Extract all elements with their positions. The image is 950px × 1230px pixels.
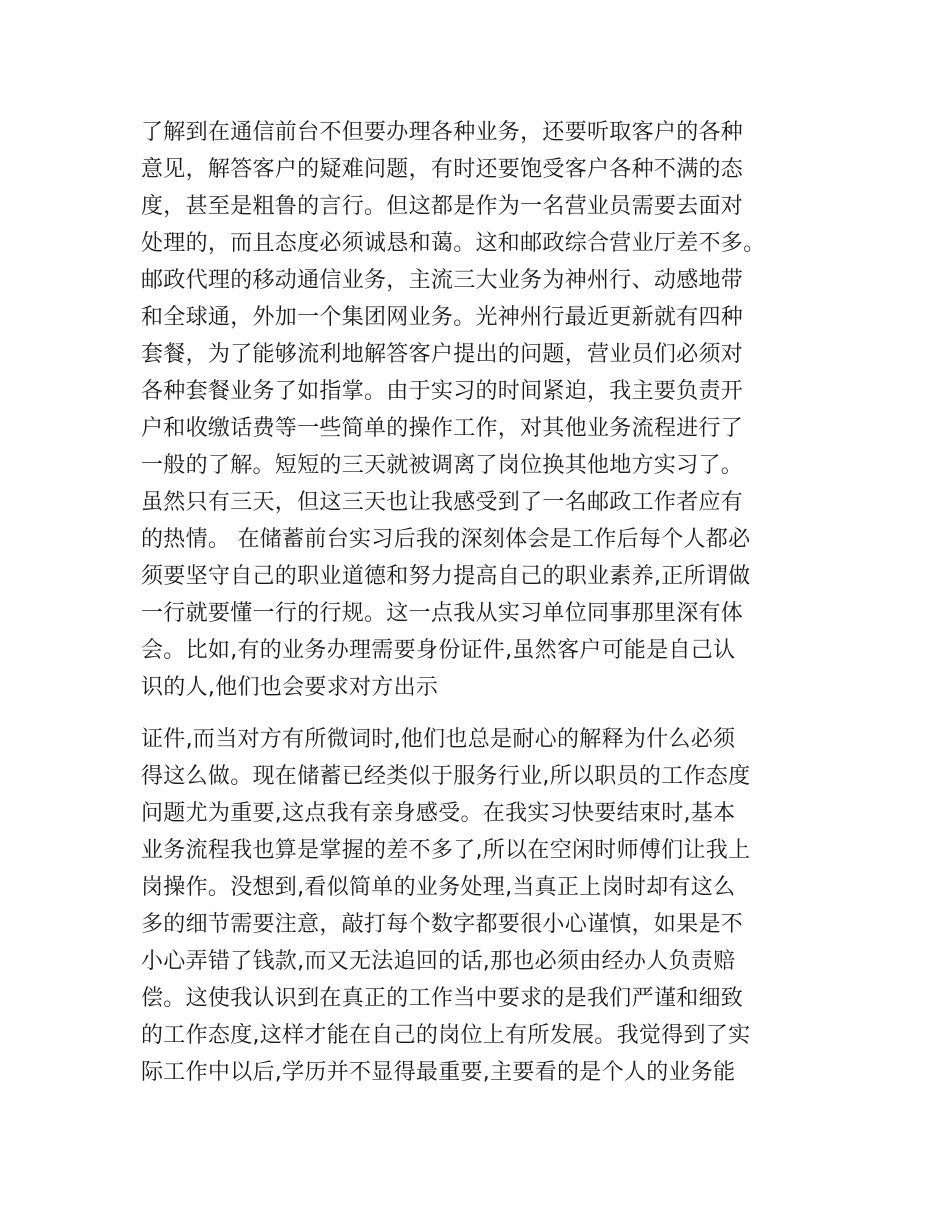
text-line: 识的人,他们也会要求对方出示: [141, 675, 439, 700]
text-line: 和全球通，外加一个集团网业务。光神州行最近更新就有四种: [141, 305, 744, 330]
text-line: 的工作态度,这样才能在自己的岗位上有所发展。我觉得到了实: [141, 1023, 751, 1048]
text-line: 套餐，为了能够流利地解答客户提出的问题，营业员们必须对: [141, 342, 744, 367]
text-line: 问题尤为重要,这点我有亲身感受。在我实习快要结束时,基本: [141, 801, 736, 826]
text-line: 业务流程我也算是掌握的差不多了,所以在空闲时师傅们让我上: [141, 838, 751, 863]
text-line: 一般的了解。短短的三天就被调离了岗位换其他地方实习了。: [141, 453, 744, 478]
text-line: 意见，解答客户的疑难问题，有时还要饱受客户各种不满的态: [141, 157, 744, 182]
text-line: 得这么做。现在储蓄已经类似于服务行业,所以职员的工作态度: [141, 764, 751, 789]
text-line: 邮政代理的移动通信业务，主流三大业务为神州行、动感地带: [141, 268, 744, 293]
text-line: 户和收缴话费等一些简单的操作工作，对其他业务流程进行了: [141, 416, 744, 441]
text-line: 一行就要懂一行的行规。这一点我从实习单位同事那里深有体: [141, 601, 744, 626]
text-line: 虽然只有三天，但这三天也让我感受到了一名邮政工作者应有: [141, 490, 744, 515]
text-line: 了解到在通信前台不但要办理各种业务，还要听取客户的各种: [141, 120, 744, 145]
text-line: 岗操作。没想到,看似简单的业务处理,当真正上岗时却有这么: [141, 875, 736, 900]
text-line: 会。比如,有的业务办理需要身份证件,虽然客户可能是自己认: [141, 638, 736, 663]
text-line: 处理的，而且态度必须诚恳和蔼。这和邮政综合营业厅差不多。: [141, 231, 766, 256]
text-line: 际工作中以后,学历并不显得最重要,主要看的是个人的业务能: [141, 1060, 736, 1085]
text-line: 证件,而当对方有所微词时,他们也总是耐心的解释为什么必须: [141, 727, 736, 752]
text-line: 各种套餐业务了如指掌。由于实习的时间紧迫，我主要负责开: [141, 379, 744, 404]
paragraph-2: [141, 721, 821, 1091]
paragraph-1: [141, 114, 821, 706]
text-line: 度，甚至是粗鲁的言行。但这都是作为一名营业员需要去面对: [141, 194, 744, 219]
text-line: 多的细节需要注意，敲打每个数字都要很小心谨慎，如果是不: [141, 912, 744, 937]
text-line: 须要坚守自己的职业道德和努力提高自己的职业素养,正所谓做: [141, 564, 751, 589]
text-line: 的热情。 在储蓄前台实习后我的深刻体会是工作后每个人都必: [141, 527, 751, 552]
text-line: 小心弄错了钱款,而又无法追回的话,那也必须由经办人负责赔: [141, 949, 736, 974]
text-line: 偿。这使我认识到在真正的工作当中要求的是我们严谨和细致: [141, 986, 744, 1011]
